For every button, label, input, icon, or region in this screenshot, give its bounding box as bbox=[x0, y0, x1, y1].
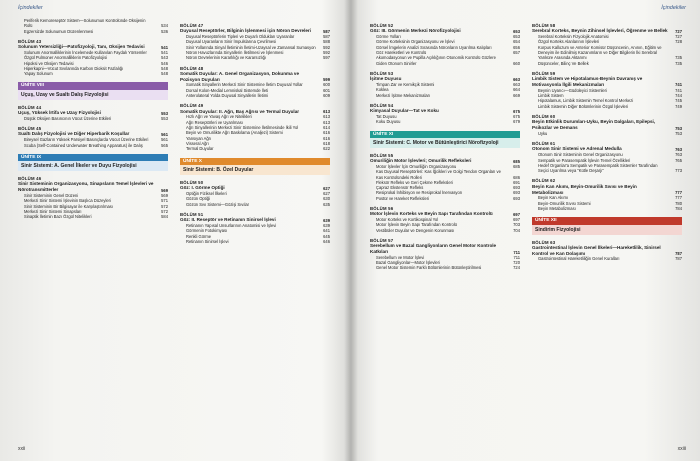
toc-entry-title: Limbik Sistem bbox=[538, 93, 564, 99]
toc-entry[interactable] bbox=[180, 55, 330, 60]
toc-entry-page: 777 bbox=[675, 195, 682, 201]
toc-entry-page: 613 bbox=[323, 114, 330, 120]
toc-entry-title: Gastrointestinal Hareketliliğin Genel Kuralları bbox=[538, 256, 620, 262]
toc-entry-title: Postür ve Hareket Refleksleri bbox=[376, 195, 430, 201]
toc-entry-title: Koku Duyusu bbox=[376, 119, 401, 125]
chapter-heading[interactable] bbox=[370, 238, 520, 255]
toc-entry-page: 553 bbox=[161, 115, 168, 121]
toc-entry-page: 565 bbox=[161, 142, 168, 148]
toc-entry-page: 691 bbox=[513, 179, 520, 185]
chapter-page-number: 627 bbox=[323, 185, 330, 191]
unit-title: Sinir Sistemi: A. Genel İlkeler ve Duyu Fizyolojisi bbox=[18, 161, 168, 171]
toc-entry-title: Nöron Havuzlarında Sinyallerin İletilmesi ve İşlenmesi bbox=[186, 49, 284, 55]
chapter-title-row bbox=[532, 245, 682, 257]
chapter-page-number: 561 bbox=[161, 131, 168, 137]
toc-entry-title: Göz Hareketleri ve Kontrolü bbox=[376, 49, 427, 55]
chapter-title-row bbox=[532, 119, 682, 131]
toc-entry-page: 741 bbox=[675, 87, 682, 93]
toc-entry[interactable] bbox=[180, 146, 330, 151]
toc-entry-title: Sempatik ve Parasempatik İşlevin Temel Özellikleri bbox=[538, 157, 631, 163]
toc-entry-page: 697 bbox=[513, 217, 520, 223]
toc-entry-page: 536 bbox=[161, 28, 168, 34]
chapter-title: Serebral Korteks, Beynin Zihinsel İşlevleri, Öğrenme ve Bellek bbox=[532, 28, 668, 34]
toc-entry-page: 773 bbox=[675, 168, 682, 174]
toc-entry[interactable] bbox=[532, 61, 682, 66]
toc-entry[interactable] bbox=[18, 143, 168, 148]
chapter-title: Serebellum ve Bazal Gangliyonların Genel Motor Kontrole Katkıları bbox=[370, 243, 497, 255]
chapter-number: BÖLÜM 50 bbox=[180, 179, 204, 185]
chapter-number: BÖLÜM 47 bbox=[180, 23, 204, 28]
toc-entry-page: 660 bbox=[513, 60, 520, 66]
toc-entry[interactable] bbox=[370, 196, 520, 201]
unit-banner bbox=[532, 217, 682, 234]
toc-entry-title: Özgül Korteks Alanlarının İşlevleri bbox=[538, 39, 600, 45]
toc-entry-title: Merkezi İşitme Mekanizmaları bbox=[376, 92, 431, 98]
toc-entry-page: 780 bbox=[675, 200, 682, 206]
chapter-page-number: 753 bbox=[675, 125, 682, 131]
unit-title: Sinir Sistemi: C. Motor ve Bütünleştirici Nörofizyoloji bbox=[370, 138, 520, 148]
unit-banner bbox=[180, 158, 330, 175]
toc-entry-title: Beyin Kan Akımı bbox=[538, 195, 569, 201]
toc-entry-page: 654 bbox=[513, 39, 520, 45]
toc-entry[interactable] bbox=[370, 228, 520, 233]
toc-entry-page: 635 bbox=[323, 201, 330, 207]
toc-entry-page: 685 bbox=[513, 163, 520, 169]
toc-entry-page: 613 bbox=[323, 119, 330, 125]
chapter-title: Duyusal Reseptörler, Bilginin İşlenmesi için Nöron Devreleri bbox=[180, 28, 311, 34]
chapter-heading[interactable] bbox=[532, 114, 682, 131]
chapter-title-row bbox=[18, 181, 168, 193]
toc-column-left-1 bbox=[18, 18, 168, 220]
toc-entry-page: 693 bbox=[513, 195, 520, 201]
chapter-title: Somatik Duyular: A. Genel Organizasyon, Dokunma ve Pozisyon Duyuları bbox=[180, 70, 300, 82]
toc-entry-page: 735 bbox=[675, 60, 682, 66]
toc-entry-title: Genel Motor Sistemin Farklı Bölümlerinin Bütünleştirilmesi bbox=[376, 265, 482, 271]
chapter-number: BÖLÜM 57 bbox=[370, 238, 394, 243]
toc-entry-title: Hızlı Ağrı ve Yavaş Ağrı ve Nitelikleri bbox=[186, 114, 252, 120]
chapter-heading[interactable] bbox=[532, 23, 682, 34]
toc-entry-title: Merkezi Sinir Sistemi İşlevinin Başlıca Düzeyleri bbox=[24, 198, 111, 204]
toc-entry-page: 656 bbox=[513, 44, 520, 50]
toc-entry-title: Egzersizde Solunumun Düzenlenmesi bbox=[24, 28, 94, 34]
toc-entry-page: 763 bbox=[675, 152, 682, 158]
chapter-number: BÖLÜM 59 bbox=[532, 70, 556, 76]
chapter-heading[interactable] bbox=[370, 71, 520, 82]
toc-entry-title: Retinanın Sinirsel İşlevi bbox=[186, 238, 229, 244]
toc-entry-title: Scuba (Self-Contained Underwater Breathing Apparatus) ile Dalış bbox=[24, 142, 143, 148]
chapter-page-number: 613 bbox=[323, 109, 330, 115]
chapter-heading[interactable] bbox=[18, 176, 168, 193]
toc-entry[interactable] bbox=[370, 265, 520, 270]
toc-entry-title: Duyusal Reseptörlerin Tipleri ve Duyarlı Oldukları Uyaranlar bbox=[186, 34, 295, 40]
toc-entry[interactable] bbox=[180, 93, 330, 98]
toc-entry-title: Dorsal Kolon-Medial Lemniskal Sistemde İleti bbox=[186, 87, 269, 93]
unit-label: ÜNİTE XII bbox=[532, 217, 682, 224]
toc-entry-page: 735 bbox=[675, 55, 682, 61]
toc-entry-title: Beyin Metabolizması bbox=[538, 205, 576, 211]
chapter-heading[interactable] bbox=[180, 212, 330, 223]
toc-entry-title: Yansıyan Ağrı bbox=[186, 135, 212, 141]
toc-entry-page: 653 bbox=[513, 34, 520, 40]
toc-entry-page: 597 bbox=[323, 55, 330, 61]
toc-entry-page: 543 bbox=[161, 55, 168, 61]
toc-entry-title: Gözün Optiği bbox=[186, 196, 210, 202]
page-number-left: xxii bbox=[18, 446, 26, 452]
toc-entry-page: 744 bbox=[675, 93, 682, 99]
chapter-title: Otonom Sinir Sistemi ve Adrenal Medulla bbox=[532, 146, 622, 152]
toc-entry-title: Akomodasyonun ve Pupilla Açıklığının Otonomik Kontrolü Gözlere Giden Otonom Sinirler bbox=[376, 55, 496, 66]
toc-entry-title: Somatik Sinyallerin Merkezi Sinir Sistemine İletim Duyusal Yollar bbox=[186, 82, 303, 88]
chapter-page-number: 675 bbox=[513, 108, 520, 114]
chapter-page-number: 653 bbox=[513, 28, 520, 34]
toc-entry-page: 561 bbox=[161, 137, 168, 143]
toc-entry-page: 664 bbox=[513, 87, 520, 93]
chapter-number: BÖLÜM 43 bbox=[18, 38, 42, 44]
toc-entry-title: Tat Duyusu bbox=[376, 113, 397, 119]
toc-entry-title: Görme Yolları bbox=[376, 34, 401, 40]
chapter-page-number: 711 bbox=[513, 249, 520, 255]
toc-entry[interactable] bbox=[532, 104, 682, 109]
unit-label: ÜNİTE XI bbox=[370, 131, 520, 138]
chapter-number: BÖLÜM 58 bbox=[532, 23, 556, 28]
toc-entry-page: 534 bbox=[161, 23, 168, 29]
toc-entry-title: Hiperkapni—Vücut Sıvılarında Karbon Dioksit Fazlalığı bbox=[24, 65, 124, 71]
toc-entry-page: 704 bbox=[513, 227, 520, 233]
toc-entry[interactable] bbox=[18, 71, 168, 76]
chapter-heading[interactable] bbox=[370, 103, 520, 114]
toc-entry-page: 646 bbox=[323, 238, 330, 244]
toc-entry-title: Gözün Sıvı Sistemi—Gözişi Sıvılar bbox=[186, 201, 250, 207]
toc-entry[interactable] bbox=[370, 119, 520, 124]
chapter-title: Solunum Yetersizliği—Patofizyoloji, Tanı, Oksijen Tedavisi bbox=[18, 44, 145, 50]
toc-entry-page: 728 bbox=[675, 39, 682, 45]
chapter-title: Göz: II. Reseptör ve Retinanın Sinirsel İşlevi bbox=[180, 217, 276, 223]
toc-entry-page: 645 bbox=[323, 233, 330, 239]
toc-entry-title: Motor İşlevin Beyin Sapı Tarafından Kontrolü bbox=[376, 222, 457, 228]
chapter-number: BÖLÜM 54 bbox=[370, 102, 394, 108]
toc-entry-page: 669 bbox=[513, 92, 520, 98]
chapter-number: BÖLÜM 48 bbox=[180, 65, 204, 71]
chapter-number: BÖLÜM 60 bbox=[532, 113, 556, 119]
chapter-title: Göz: III. Görmenin Merkezi Nörofizyolojisi bbox=[370, 28, 461, 34]
toc-entry[interactable] bbox=[18, 18, 168, 29]
chapter-title-row bbox=[370, 243, 520, 255]
toc-entry-page: 711 bbox=[513, 254, 520, 260]
toc-entry-title: Solunum Anormalliklerinin İncelemede Kullanılan Faydalı Yöntemler bbox=[24, 49, 147, 55]
toc-entry-page: 592 bbox=[323, 44, 330, 50]
toc-entry-title: Görmenin Fotokimyası bbox=[186, 228, 228, 234]
toc-entry-page: 787 bbox=[675, 256, 682, 262]
chapter-number: BÖLÜM 46 bbox=[18, 176, 42, 182]
toc-entry-title: Vestibüler Duyular ve Dengenin Korunması bbox=[376, 227, 455, 233]
chapter-number: BÖLÜM 63 bbox=[532, 239, 556, 245]
toc-entry-title: Renkli Görme bbox=[186, 233, 212, 239]
toc-entry-page: 639 bbox=[323, 222, 330, 228]
chapter-page-number: 777 bbox=[675, 190, 682, 196]
unit-title: Sindirim Fizyolojisi bbox=[532, 225, 682, 235]
toc-entry-title: Motor İşlevler İçin Omuriliğin Organizasyonu bbox=[376, 163, 457, 169]
page-number-right: xxiii bbox=[677, 446, 686, 452]
toc-column-left-2 bbox=[180, 18, 330, 244]
toc-entry[interactable] bbox=[532, 163, 682, 174]
chapter-heading[interactable] bbox=[18, 39, 168, 50]
chapter-number: BÖLÜM 44 bbox=[18, 104, 42, 110]
chapter-page-number: 639 bbox=[323, 217, 330, 223]
toc-entry-page: 663 bbox=[513, 81, 520, 87]
toc-entry-page: 641 bbox=[323, 228, 330, 234]
toc-entry-page: 618 bbox=[323, 140, 330, 146]
toc-entry-page: 614 bbox=[323, 125, 330, 131]
toc-column-right-1 bbox=[370, 18, 520, 271]
chapter-heading[interactable] bbox=[532, 141, 682, 152]
chapter-heading[interactable] bbox=[532, 240, 682, 257]
chapter-page-number: 727 bbox=[675, 28, 682, 34]
toc-entry[interactable] bbox=[18, 29, 168, 34]
chapter-page-number: 763 bbox=[675, 146, 682, 152]
toc-entry-page: 541 bbox=[161, 49, 168, 55]
chapter-page-number: 553 bbox=[161, 110, 168, 116]
toc-entry-page: 703 bbox=[513, 222, 520, 228]
chapter-title: Motor İşlevin Korteks ve Beyin Sapı Tarafından Kontrolü bbox=[370, 211, 493, 217]
chapter-heading[interactable] bbox=[18, 105, 168, 116]
toc-entry-title: Sinaptik İletimin Bazı Özgül Nitelikleri bbox=[24, 214, 92, 220]
chapter-heading[interactable] bbox=[180, 23, 330, 34]
chapter-page-number: 541 bbox=[161, 44, 168, 50]
toc-entry[interactable] bbox=[370, 169, 520, 180]
chapter-number: BÖLÜM 52 bbox=[370, 23, 394, 28]
toc-entry-page: 546 bbox=[161, 60, 168, 66]
chapter-title: Beyin Kan Akımı, Beyin-Omurilik Sıvısı ve Beyin Metabolizması bbox=[532, 183, 637, 195]
toc-entry-title: Görsel İmgelerin Analizi Sırasında Nöronların Uyarılma Kalıpları bbox=[376, 44, 492, 50]
chapter-title: Beyin Etkinlik Durumları-Uyku, Beyin Dalgaları, Epilepsi, Psikozlar ve Demans bbox=[532, 119, 656, 131]
toc-entry-page: 720 bbox=[513, 260, 520, 266]
toc-entry-page: 675 bbox=[513, 113, 520, 119]
toc-entry-title: Retinanın Yapısal Unsurlarının Anatomisi ve İşlevi bbox=[186, 222, 277, 228]
chapter-title-row bbox=[180, 71, 330, 83]
unit-label: ÜNİTE VIII bbox=[18, 82, 168, 89]
chapter-title: Göz: I. Görme Optiği bbox=[180, 185, 225, 191]
toc-entry-title: Korpus Kallozum ve Anterior Komisür Düşüncenin, Anının, Eğitim ve Deneyim ile Edinilmiş Kazanımların ve Diğer Bilgilerin İki Serebral Yarıküre Arasında Aktarımı bbox=[538, 44, 662, 61]
chapter-title: İşitme Duyusu bbox=[370, 76, 402, 82]
toc-entry[interactable] bbox=[532, 45, 682, 61]
unit-label: ÜNİTE X bbox=[180, 158, 330, 165]
chapter-page-number: 599 bbox=[323, 77, 330, 83]
toc-entry-page: 587 bbox=[323, 34, 330, 40]
unit-banner bbox=[18, 82, 168, 99]
toc-entry-title: Beynin Uyarıcı—Güdüleyici Sistemleri bbox=[538, 87, 607, 93]
chapter-page-number: 663 bbox=[513, 76, 520, 82]
toc-entry-title: Çapraz Ekstensör Refleks bbox=[376, 185, 424, 191]
toc-entry[interactable] bbox=[532, 256, 682, 261]
toc-entry-title: Serebral Korteksin Fizyolojik Anatomisi bbox=[538, 34, 609, 40]
chapter-number: BÖLÜM 49 bbox=[180, 103, 204, 109]
toc-entry-title: Hipoksi ve Oksijen Tedavisi bbox=[24, 60, 74, 66]
chapter-heading[interactable] bbox=[370, 206, 520, 217]
toc-entry-page: 569 bbox=[161, 193, 168, 199]
unit-label: ÜNİTE IX bbox=[18, 154, 168, 161]
toc-entry-title: Düşünceler, Bilinç Ve Bellek bbox=[538, 60, 589, 66]
toc-entry-page: 679 bbox=[513, 119, 520, 125]
toc-entry-title: Ağrı Reseptörleri ve Uyarılması bbox=[186, 119, 243, 125]
chapter-title: Kimyasal Duyular—Tat ve Koku bbox=[370, 108, 439, 114]
toc-entry-title: Bireysel Gazların Yüksek Parsiyel Basınçlarda Vücut Üzerine Etkileri bbox=[24, 137, 149, 143]
chapter-heading[interactable] bbox=[180, 66, 330, 83]
toc-entry-page: 693 bbox=[513, 190, 520, 196]
unit-title: Uçuş, Uzay ve Sualtı Dalış Fizyolojisi bbox=[18, 90, 168, 100]
chapter-title: Sinir Sisteminin Organizasyonu, Sinapsların Temel İşlevleri ve Nörotransmitterler bbox=[18, 181, 154, 193]
toc-entry-page: 784 bbox=[675, 205, 682, 211]
toc-entry-page: 749 bbox=[675, 103, 682, 109]
chapter-page-number: 787 bbox=[675, 251, 682, 257]
chapter-title: Omuriliğin Motor İşlevleri; Omurilik Refleksleri bbox=[370, 158, 472, 164]
toc-entry-title: Hedef Organlar'a Sempatik ve Parasempatik Sistemler Tarafından Seçici Uyarılma veya "Kütle Deşarjı" bbox=[538, 162, 658, 174]
toc-entry-title: Ağrı Sinyallerinin Merkezi Sinir Sistemine İletilmesinde İkili Yol bbox=[186, 125, 299, 131]
chapter-title: Limbik Sistem ve Hipotalamus-Beynin Davranış ve Motivasyonla İlgili Mekanizmaları bbox=[532, 76, 643, 87]
chapter-title: Gastrointestinal İşlevin Genel İlkeleri—Hareketlilik, Sinirsel Kontrol ve Kan Dolaşımı bbox=[532, 244, 661, 256]
chapter-title: Somatik Duyular: II. Ağrı, Baş Ağrısı ve Termal Duyular bbox=[180, 108, 300, 114]
toc-entry-title: Hipotalamus, Limbik Sistemin Temel Kontrol Merkezi bbox=[538, 98, 634, 104]
chapter-title: Sualtı Dalış Fizyolojisi ve Diğer Hiperbarik Koşullar bbox=[18, 131, 130, 137]
chapter-number: BÖLÜM 61 bbox=[532, 141, 556, 147]
toc-entry[interactable] bbox=[370, 55, 520, 66]
chapter-heading[interactable] bbox=[532, 178, 682, 195]
unit-banner bbox=[18, 154, 168, 171]
toc-entry-title: Duyusal Uyaranların Sinir İmpulslarına Çevrilmesi bbox=[186, 39, 277, 45]
toc-entry-title: Anterolateral Yolda Duyusal Sinyallerin İletimi bbox=[186, 93, 269, 99]
chapter-page-number: 587 bbox=[323, 28, 330, 34]
toc-entry-title: Visseral Ağrı bbox=[186, 140, 209, 146]
chapter-number: BÖLÜM 45 bbox=[18, 126, 42, 132]
toc-entry-title: Serebellum ve Motor İşlevi bbox=[376, 254, 425, 260]
toc-entry-page: 600 bbox=[323, 82, 330, 88]
unit-banner bbox=[370, 131, 520, 148]
toc-entry-title: Otonom Sinir Sisteminin Genel Organizasyonu bbox=[538, 152, 623, 158]
toc-entry-title: Resiprokal İnhibisyon ve Resiprokal İnervasyon bbox=[376, 190, 463, 196]
chapter-heading[interactable] bbox=[180, 103, 330, 114]
toc-entry-page: 572 bbox=[161, 208, 168, 214]
chapter-page-number: 569 bbox=[161, 187, 168, 193]
toc-entry-page: 630 bbox=[323, 196, 330, 202]
toc-entry-page: 616 bbox=[323, 130, 330, 136]
toc-entry-title: Limbik Sistemin Diğer Bölümlerinin Özgül İşlevleri bbox=[538, 103, 629, 109]
toc-entry-page: 657 bbox=[513, 49, 520, 55]
running-head-left: İçindekiler bbox=[18, 5, 43, 11]
toc-entry[interactable] bbox=[532, 131, 682, 136]
toc-entry-page: 571 bbox=[161, 198, 168, 204]
toc-entry[interactable] bbox=[180, 239, 330, 244]
toc-entry-page: 622 bbox=[323, 146, 330, 152]
toc-entry-page: 627 bbox=[323, 190, 330, 196]
toc-entry-title: Nöron Devrelerinin Kararlılığı ve Kararsızlığı bbox=[186, 55, 267, 61]
toc-entry-page: 693 bbox=[513, 185, 520, 191]
toc-entry-page: 616 bbox=[323, 135, 330, 141]
toc-entry-title: Merkezi Sinir Sistemi Sinapsları bbox=[24, 208, 82, 214]
toc-entry-page: 686 bbox=[513, 174, 520, 180]
chapter-heading[interactable] bbox=[370, 23, 520, 34]
toc-entry-page: 584 bbox=[161, 214, 168, 220]
toc-entry-title: Koklea bbox=[376, 87, 389, 93]
chapter-number: BÖLÜM 51 bbox=[180, 211, 204, 217]
toc-entry-title: Özgül Pulmoner Anormalliklerin Patofizyolojisi bbox=[24, 55, 108, 61]
chapter-number: BÖLÜM 53 bbox=[370, 70, 394, 76]
chapter-number: BÖLÜM 62 bbox=[532, 178, 556, 184]
toc-entry-title: Görme Korteksinin Organizasyonu ve İşlevi bbox=[376, 39, 455, 45]
toc-entry[interactable] bbox=[370, 93, 520, 98]
chapter-heading[interactable] bbox=[18, 126, 168, 137]
toc-entry[interactable] bbox=[180, 202, 330, 207]
toc-entry-title: Yapay Solunum bbox=[24, 71, 53, 77]
right-page bbox=[352, 0, 700, 461]
toc-entry-page: 765 bbox=[675, 157, 682, 163]
toc-entry-page: 548 bbox=[161, 65, 168, 71]
toc-entry-title: Düşük Oksijen Basıncının Vücut Üzerine Etkileri bbox=[24, 115, 112, 121]
toc-entry-page: 601 bbox=[323, 87, 330, 93]
toc-entry-title: Fleksör Refleks ve Geri Çekme Refleksleri bbox=[376, 179, 453, 185]
toc-entry[interactable] bbox=[18, 116, 168, 121]
toc-entry-title: Sinir Sisteminin Bir Bilgisayar ile Karşılaştırılması bbox=[24, 203, 113, 209]
toc-entry-page: 753 bbox=[675, 130, 682, 136]
toc-entry-page: 588 bbox=[323, 39, 330, 45]
chapter-page-number: 741 bbox=[675, 82, 682, 88]
toc-entry[interactable] bbox=[18, 214, 168, 219]
toc-entry-page: 727 bbox=[675, 34, 682, 40]
toc-entry-title: Kas Duyusal Reseptörleri: Kas İğcikleri ve Golgi Tendon Organları ve Kas Kontrolündeki Rolleri bbox=[376, 169, 501, 180]
chapter-page-number: 685 bbox=[513, 158, 520, 164]
chapter-title: Uçuş, Yüksek İrtifa ve Uzay Fizyolojisi bbox=[18, 110, 101, 116]
toc-entry-title: Uyku bbox=[538, 130, 548, 136]
toc-entry-title: Periferik Kemoreseptör Sistem—Solunumun Kontrolünde Oksijenin Rolü bbox=[24, 18, 146, 29]
toc-entry-page: 609 bbox=[323, 93, 330, 99]
toc-entry-page: 724 bbox=[513, 265, 520, 271]
toc-entry-page: 572 bbox=[161, 203, 168, 209]
toc-entry-page: 592 bbox=[323, 49, 330, 55]
chapter-title-row bbox=[532, 184, 682, 196]
toc-column-right-2 bbox=[532, 18, 682, 262]
chapter-heading[interactable] bbox=[180, 180, 330, 191]
toc-entry-title: Optiğin Fiziksel İlkeleri bbox=[186, 190, 227, 196]
chapter-heading[interactable] bbox=[370, 153, 520, 164]
toc-entry-title: Bazal Gangliyonlar—Motor İşlevleri bbox=[376, 260, 440, 266]
chapter-page-number: 697 bbox=[513, 211, 520, 217]
chapter-number: BÖLÜM 55 bbox=[370, 152, 394, 158]
unit-title: Sinir Sistemi: B. Özel Duyular bbox=[180, 165, 330, 175]
chapter-title-row bbox=[532, 76, 682, 88]
toc-entry-title: Sinir Sisteminin Genel Düzeni bbox=[24, 193, 79, 199]
toc-entry-title: Motor Korteks ve Kortikospinal Yol bbox=[376, 217, 439, 223]
toc-entry-title: Sinir Yollarında Sinyal İletiminin İletimi-Uzaysal ve Zamansal Sumasyon bbox=[186, 44, 316, 50]
toc-entry-title: Beyin-Omurilik Sıvısı Sistemi bbox=[538, 200, 591, 206]
running-head-right: İçindekiler bbox=[661, 5, 686, 11]
toc-entry-title: Timpan Zar ve Kemikçik Sistemi bbox=[376, 81, 435, 87]
toc-entry-page: 548 bbox=[161, 71, 168, 77]
chapter-heading[interactable] bbox=[532, 71, 682, 88]
chapter-number: BÖLÜM 56 bbox=[370, 206, 394, 212]
toc-entry-title: Termal Duyular bbox=[186, 146, 214, 152]
toc-entry[interactable] bbox=[532, 206, 682, 211]
toc-entry-page: 745 bbox=[675, 98, 682, 104]
toc-entry-title: Beyin ve Omurilikte Ağrı Baskılama (Analjezi) Sistemi bbox=[186, 130, 283, 136]
